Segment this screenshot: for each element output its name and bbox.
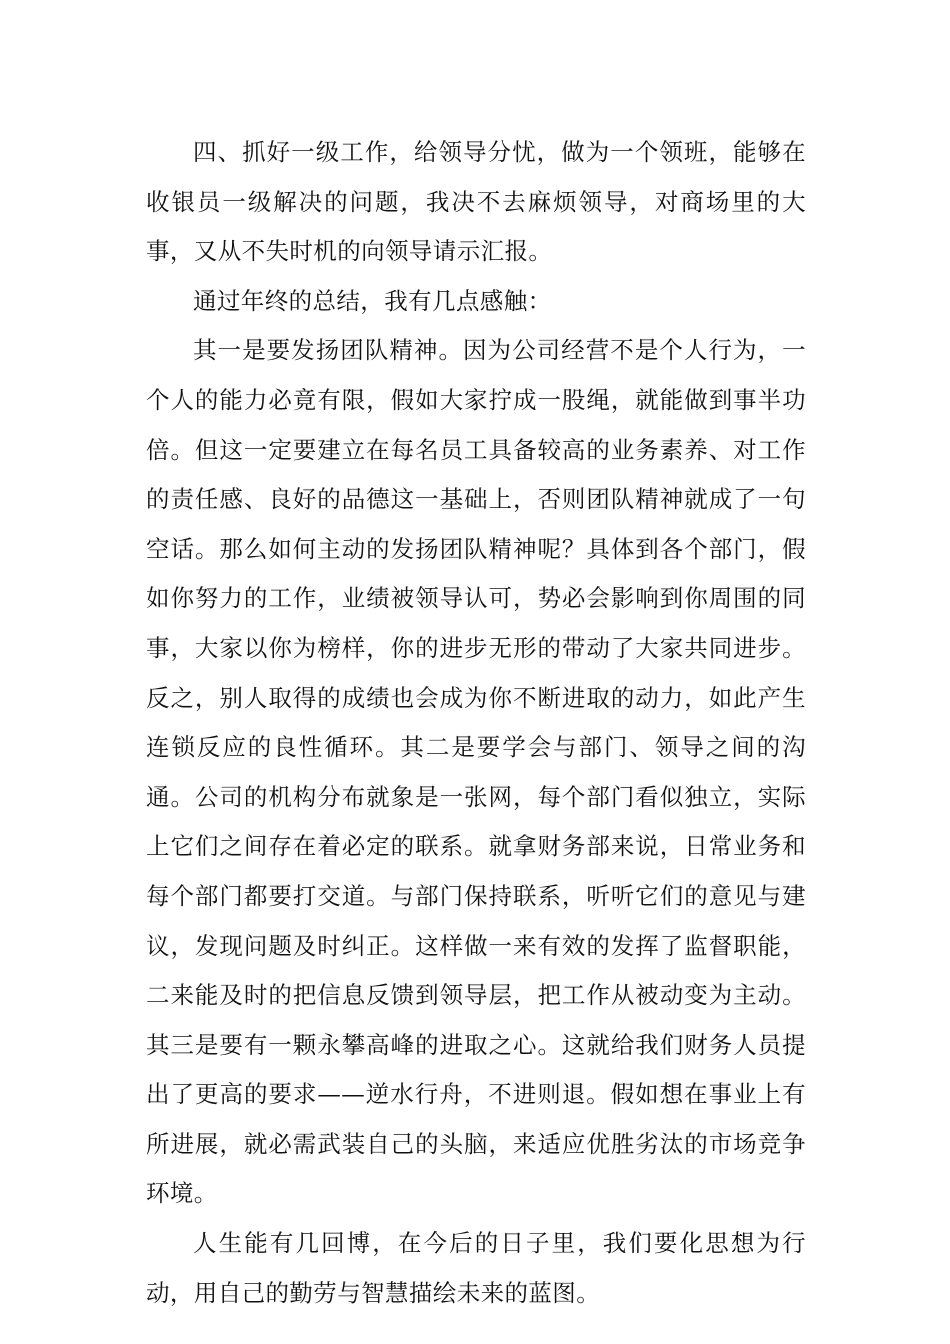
paragraph-team-spirit: 其一是要发扬团队精神。因为公司经营不是个人行为，一个人的能力必竟有限，假如大家拧成一股绳，就能做到事半功倍。但这一定要建立在每名员工具备较高的业务素养、对工作的责任感、良好的品德这一基础上，否则团队精神就成了一句空话。那么如何主动的发扬团队精神呢？具体到各个部门，假如你努力的工作，业绩被领导认可，势必会影响到你周围的同事，大家以你为榜样，你的进步无形的带动了大家共同进步。反之，别人取得的成绩也会成为你不断进取的动力，如此产生连锁反应的良性循环。其二是要学会与部门、领导之间的沟通。公司的机构分布就象是一张网，每个部门看似独立，实际上它们之间存在着必定的联系。就拿财务部来说，日常业务和每个部门都要打交道。与部门保持联系，听听它们的意见与建议，发现问题及时纠正。这样做一来有效的发挥了监督职能，二来能及时的把信息反馈到领导层，把工作从被动变为主动。其三是要有一颗永攀高峰的进取之心。这就给我们财务人员提出了更高的要求——逆水行舟，不进则退。假如想在事业上有所进展，就必需武装自己的头脑，来适应优胜劣汰的市场竞争环境。 (146, 336, 806, 1208)
paragraph-leadership-work: 四、抓好一级工作，给领导分忧，做为一个领班，能够在收银员一级解决的问题，我决不去麻烦领导，对商场里的大事，又从不失时机的向领导请示汇报。 (146, 138, 806, 266)
body-text (146, 128, 806, 1318)
paragraph-closing: 人生能有几回博，在今后的日子里，我们要化思想为行动，用自己的勤劳与智慧描绘未来的蓝图。 (146, 1229, 806, 1307)
paragraph-summary-intro: 通过年终的总结，我有几点感触： (193, 286, 552, 315)
